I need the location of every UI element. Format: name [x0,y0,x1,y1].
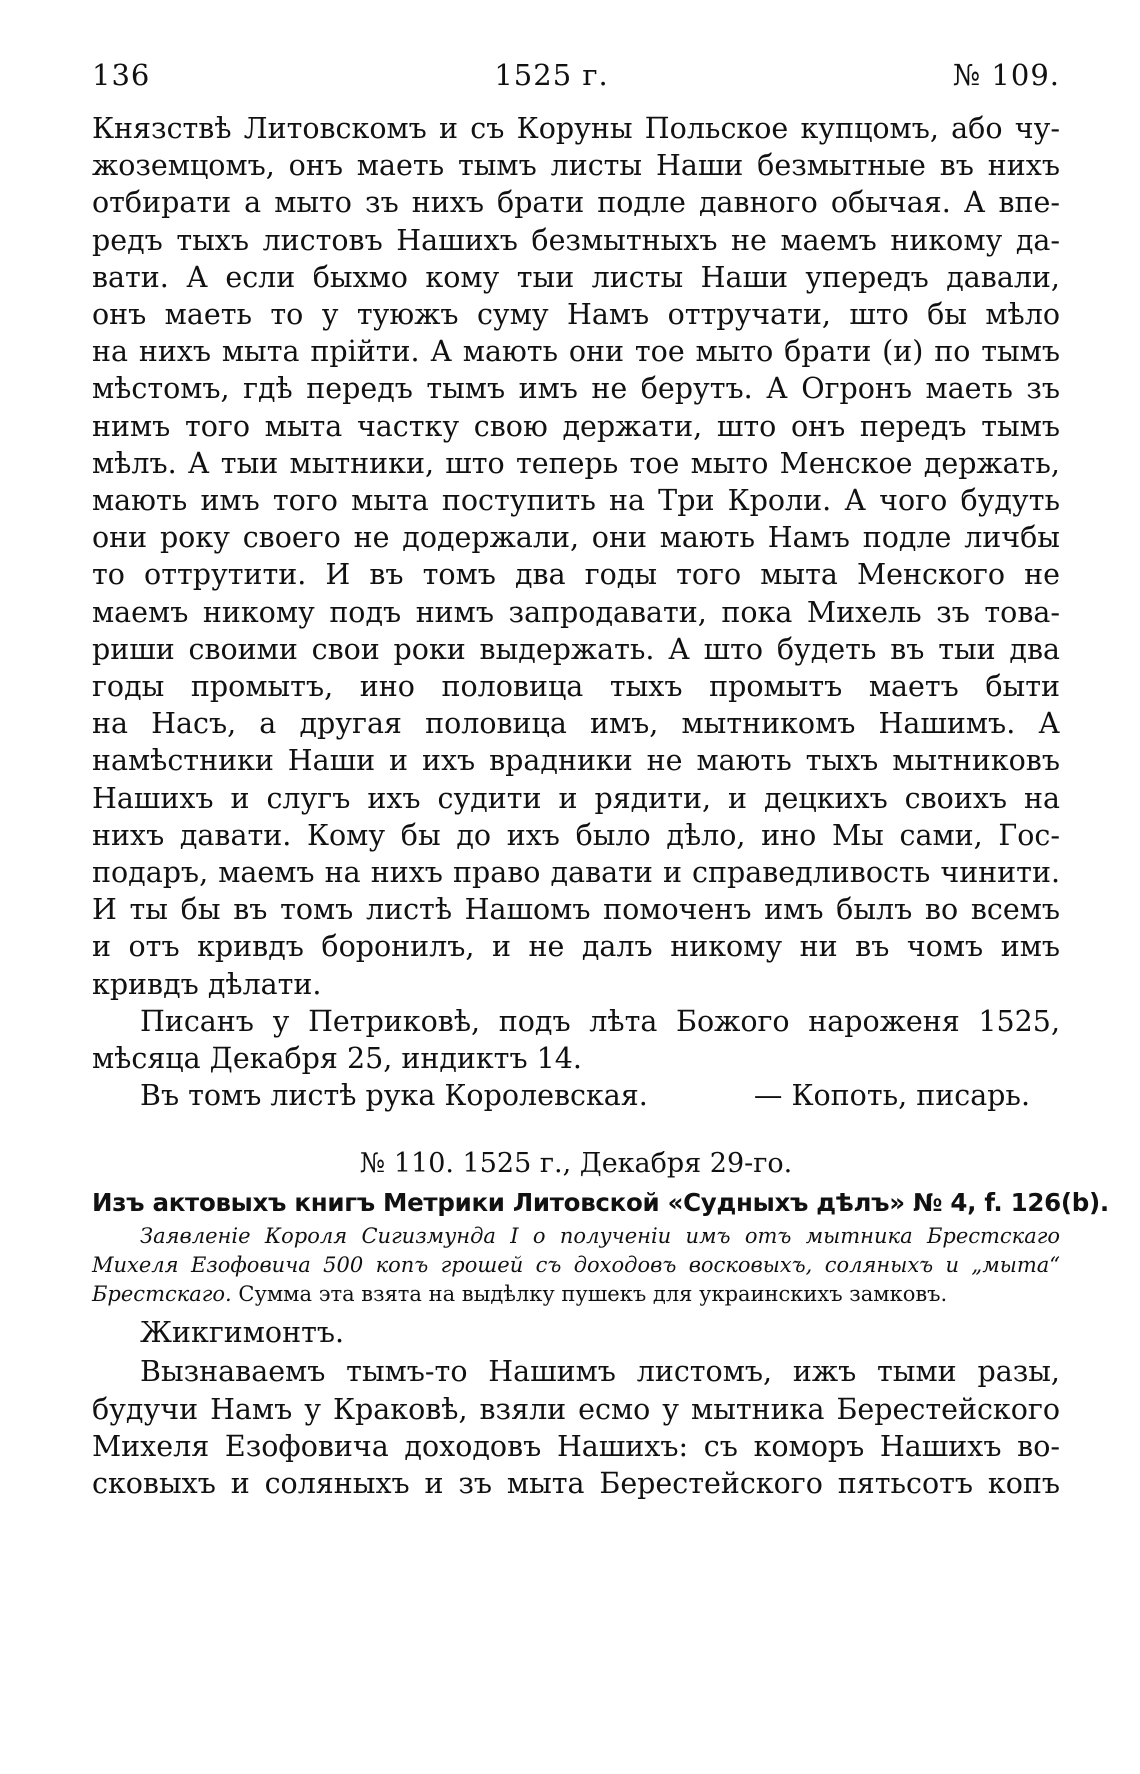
text-line: вати. А если быхмо кому тыи листы Наши упередъ давали, [92,260,1060,294]
text-line: то оттрутити. И въ томъ два годы того мыта Менского не [92,558,1060,592]
summary-line: Михеля Езофовича 500 копъ грошей съ доходовъ восковыхъ, соляныхъ и „мыта“ [92,1253,1060,1278]
text-line: Князствѣ Литовскомъ и съ Коруны Польское купцомъ, або чу- [92,112,1060,145]
text-line: отбирати а мыто зъ нихъ брати подле давного обычая. А впе- [92,186,1060,220]
text-line: на Насъ, а другая половица имъ, мытникомъ Нашимъ. А [92,707,1060,741]
text-line: и отъ кривдъ боронилъ, и не далъ никому ни въ чомъ имъ [92,930,1060,964]
text-line: Михеля Езофовича доходовъ Нашихъ: съ коморъ Нашихъ во- [92,1429,1060,1463]
text-line: И ты бы въ томъ листѣ Нашомъ помоченъ имъ былъ во всемъ [92,893,1060,927]
page-number: 136 [92,58,151,92]
document-110-heading: № 110. 1525 г., Декабря 29-го. [359,1148,793,1180]
text-line: редъ тыхъ листовъ Нашихъ безмытныхъ не маемъ никому да- [92,223,1060,257]
royal-hand-note: Въ томъ листѣ рука Королевская. [140,1079,648,1113]
text-line: риши своими свои роки выдержать. А што будеть въ тыи два [92,632,1060,666]
text-line: онъ маеть то у туюжъ суму Намъ оттручати, што бы мѣло [92,298,1060,332]
document-109-text [92,110,1060,1114]
scribe-signature: — Копоть, писарь. [753,1079,1030,1113]
running-head [92,58,1060,110]
document-110-source: Изъ актовыхъ книгъ Метрики Литовской «Судныхъ дѣлъ» № 4, f. 126(b). [92,1188,1109,1218]
text-line: будучи Намъ у Краковѣ, взяли есмо у мытника Берестейского [92,1392,1060,1426]
text-line: мѣлъ. А тыи мытники, што теперь тое мыто Менское держать, [92,446,1060,480]
text-line: сковыхъ и соляныхъ и зъ мыта Берестейского пятьсотъ копъ [92,1467,1060,1501]
summary-plain-note: Сумма эта взята на выдѣлку пушекъ для украинскихъ замковъ. [231,1282,948,1307]
text-line: мають имъ того мыта поступить на Три Кроли. А чого будуть [92,484,1060,518]
dating-line: мѣсяца Декабря 25, индиктъ 14. [92,1042,582,1076]
text-line: маемъ никому подъ нимъ запродавати, пока Михель зъ това- [92,595,1060,629]
document-110-summary [92,1222,1060,1309]
text-line: Нашихъ и слугъ ихъ судити и рядити, и децкихъ своихъ на [92,781,1060,815]
signature-line [92,1077,1060,1114]
summary-line: Заявленіе Короля Сигизмунда I о полученіи имъ отъ мытника Брестскаго [140,1224,1060,1249]
summary-line [92,1280,1060,1309]
running-head-year: 1525 г. [494,58,609,92]
text-line: нихъ давати. Кому бы до ихъ было дѣло, ино Мы сами, Гос- [92,818,1060,852]
text-line: они року своего не додержали, они мають Намъ подле личбы [92,521,1060,555]
running-head-document-number: № 109. [952,58,1060,92]
summary-italic-end: Брестскаго. [92,1282,232,1307]
text-line: на нихъ мыта прійти. А мають они тое мыто брати (и) по тымъ [92,335,1060,369]
dating-line: Писанъ у Петриковѣ, подъ лѣта Божого нароженя 1525, [140,1004,1060,1038]
text-line: кривдъ дѣлати. [92,967,322,1001]
text-line: подаръ, маемъ на нихъ право давати и справедливость чинити. [92,856,1060,890]
issuer-name: Жикгимонтъ. [140,1316,345,1350]
text-line: мѣстомъ, гдѣ передъ тымъ имъ не берутъ. А Огронъ маеть зъ [92,372,1060,406]
text-line: Вызнаваемъ тымъ-то Нашимъ листомъ, ижъ тыми разы, [140,1355,1060,1389]
document-110-text [92,1353,1060,1502]
text-line: годы промытъ, ино половица тыхъ промытъ маетъ быти [92,670,1060,704]
text-line: нимъ того мыта частку свою держати, што онъ передъ тымъ [92,409,1060,443]
text-line: жоземцомъ, онъ маеть тымъ листы Наши безмытные въ нихъ [92,149,1060,183]
text-line: намѣстники Наши и ихъ врадники не мають тыхъ мытниковъ [92,744,1060,778]
